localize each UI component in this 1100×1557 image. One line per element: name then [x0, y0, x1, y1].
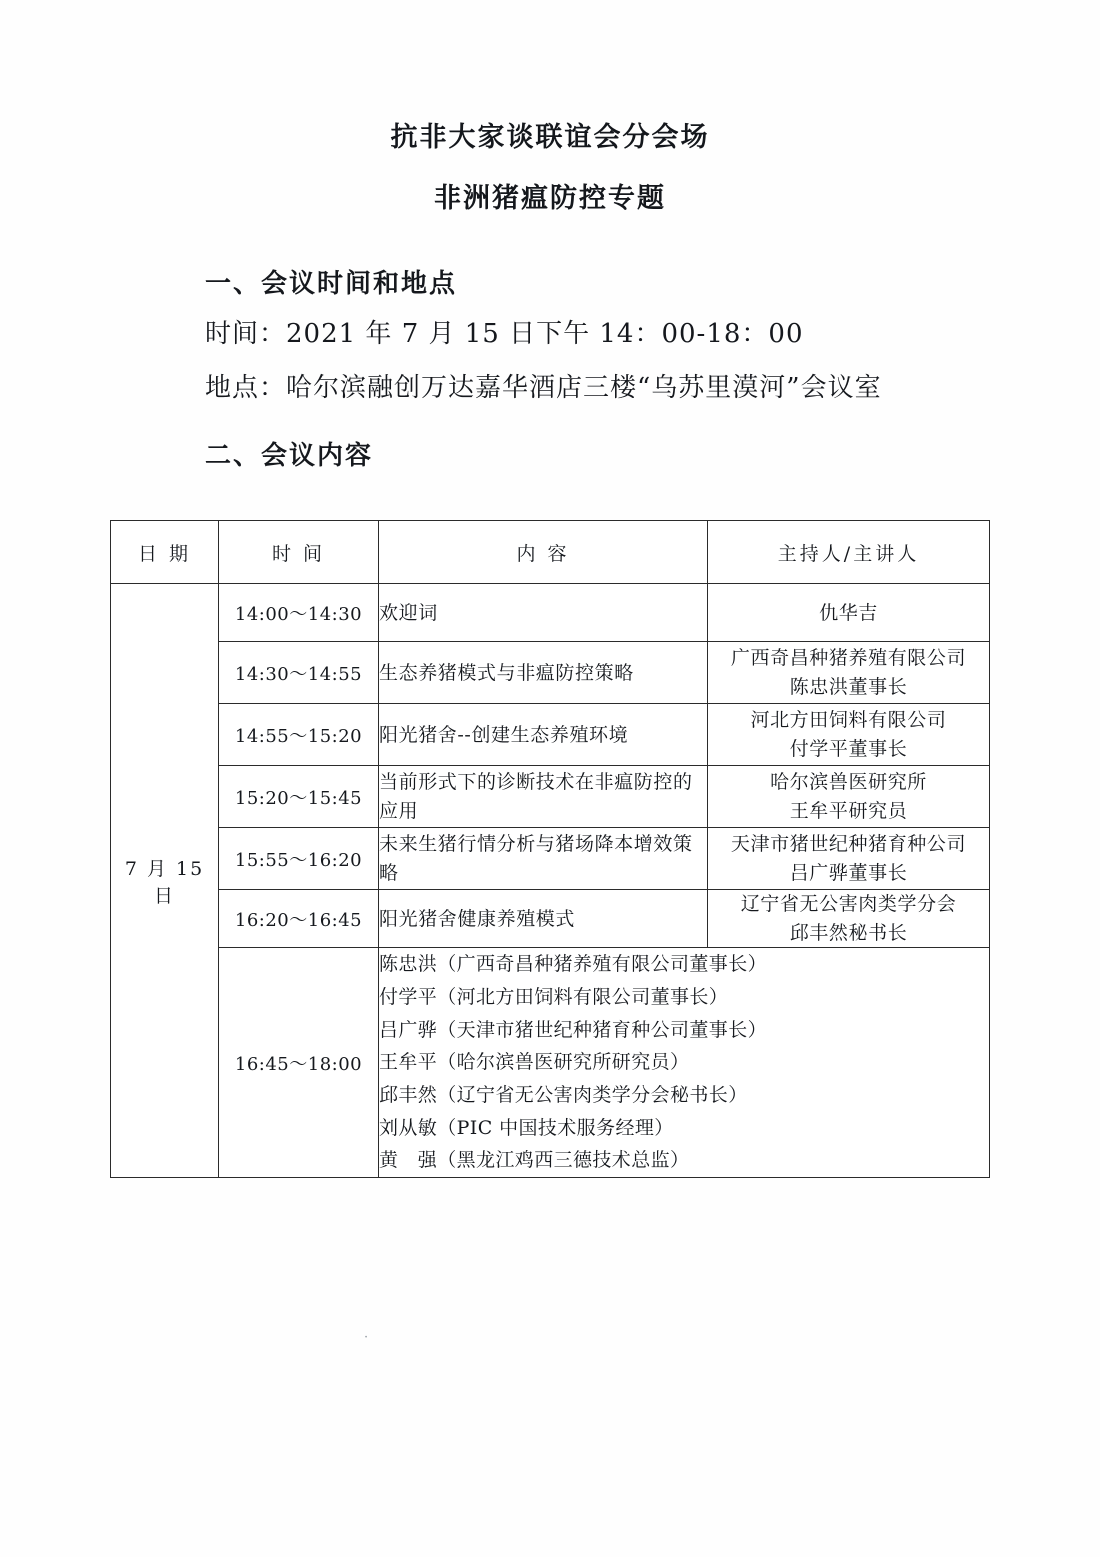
document-title-block: [0, 118, 1100, 219]
meeting-time-line: 时间：2021 年 7 月 15 日下午 14：00-18：00: [205, 319, 804, 349]
table-row: [111, 766, 990, 828]
header-time: 时 间: [219, 521, 379, 584]
agenda-date-cell: 7 月 15 日: [111, 584, 219, 1178]
table-row: [111, 704, 990, 766]
list-item: 黄 强（黑龙江鸡西三德技术总监）: [379, 1149, 690, 1172]
row-time: 14:00～14:30: [219, 584, 379, 642]
header-host: 主持人/主讲人: [708, 521, 990, 584]
header-content: 内 容: [379, 521, 708, 584]
table-row: [111, 584, 990, 642]
panel-time: 16:45～18:00: [219, 948, 379, 1178]
row-speaker-person: 付学平董事长: [789, 737, 908, 760]
row-speaker: [708, 766, 990, 828]
row-speaker-org: 河北方田饲料有限公司: [750, 709, 947, 732]
row-speaker-person: 陈忠洪董事长: [789, 675, 908, 698]
row-speaker: [708, 704, 990, 766]
row-speaker: [708, 642, 990, 704]
table-row: [111, 890, 990, 948]
row-time: 14:55～15:20: [219, 704, 379, 766]
table-row: [111, 828, 990, 890]
table-row-panel: [111, 948, 990, 1178]
row-speaker-person: 吕广骅董事长: [789, 861, 908, 884]
agenda-table: [110, 520, 990, 1178]
row-topic: 当前形式下的诊断技术在非瘟防控的应用: [379, 766, 708, 828]
row-speaker: [708, 584, 990, 642]
document-title-secondary: 非洲猪瘟防控专题: [434, 182, 666, 214]
list-item: 王牟平（哈尔滨兽医研究所研究员）: [379, 1051, 690, 1074]
table-header-row: [111, 521, 990, 584]
row-speaker: [708, 828, 990, 890]
row-time: 14:30～14:55: [219, 642, 379, 704]
section-meeting-time-place: [205, 263, 1100, 407]
section-2-heading: 二、会议内容: [205, 441, 374, 472]
row-topic: 生态养猪模式与非瘟防控策略: [379, 642, 708, 704]
meeting-place-line: 地点：哈尔滨融创万达嘉华酒店三楼“乌苏里漠河”会议室: [205, 372, 882, 403]
row-speaker-org: 辽宁省无公害肉类学分会: [740, 893, 957, 916]
list-item: 陈忠洪（广西奇昌种猪养殖有限公司董事长）: [379, 953, 768, 976]
row-speaker-org: 天津市猪世纪种猪育种公司: [730, 833, 967, 856]
header-date: 日 期: [111, 521, 219, 584]
row-speaker-person: 王牟平研究员: [789, 799, 908, 822]
panel-member-list: [379, 948, 990, 1178]
row-speaker-person: 邱丰然秘书长: [789, 921, 908, 944]
row-speaker-org: 仇华吉: [819, 601, 878, 624]
list-item: 付学平（河北方田饲料有限公司董事长）: [379, 986, 729, 1009]
list-item: 刘从敏（PIC 中国技术服务经理）: [379, 1116, 674, 1139]
table-row: [111, 642, 990, 704]
row-speaker-org: 哈尔滨兽医研究所: [770, 771, 927, 794]
row-time: 15:20～15:45: [219, 766, 379, 828]
page-mark: ·: [364, 1330, 369, 1345]
section-1-heading: 一、会议时间和地点: [205, 269, 458, 299]
document-title-primary: 抗非大家谈联谊会分会场: [390, 122, 710, 153]
row-topic: 阳光猪舍--创建生态养殖环境: [379, 704, 708, 766]
row-time: 15:55～16:20: [219, 828, 379, 890]
row-speaker-org: 广西奇昌种猪养殖有限公司: [730, 647, 967, 670]
row-topic: 未来生猪行情分析与猪场降本增效策略: [379, 828, 708, 890]
list-item: 邱丰然（辽宁省无公害肉类学分会秘书长）: [379, 1084, 748, 1107]
row-speaker: [708, 890, 990, 948]
list-item: 吕广骅（天津市猪世纪种猪育种公司董事长）: [379, 1018, 768, 1041]
row-topic: 欢迎词: [379, 584, 708, 642]
row-time: 16:20～16:45: [219, 890, 379, 948]
row-topic: 阳光猪舍健康养殖模式: [379, 890, 708, 948]
